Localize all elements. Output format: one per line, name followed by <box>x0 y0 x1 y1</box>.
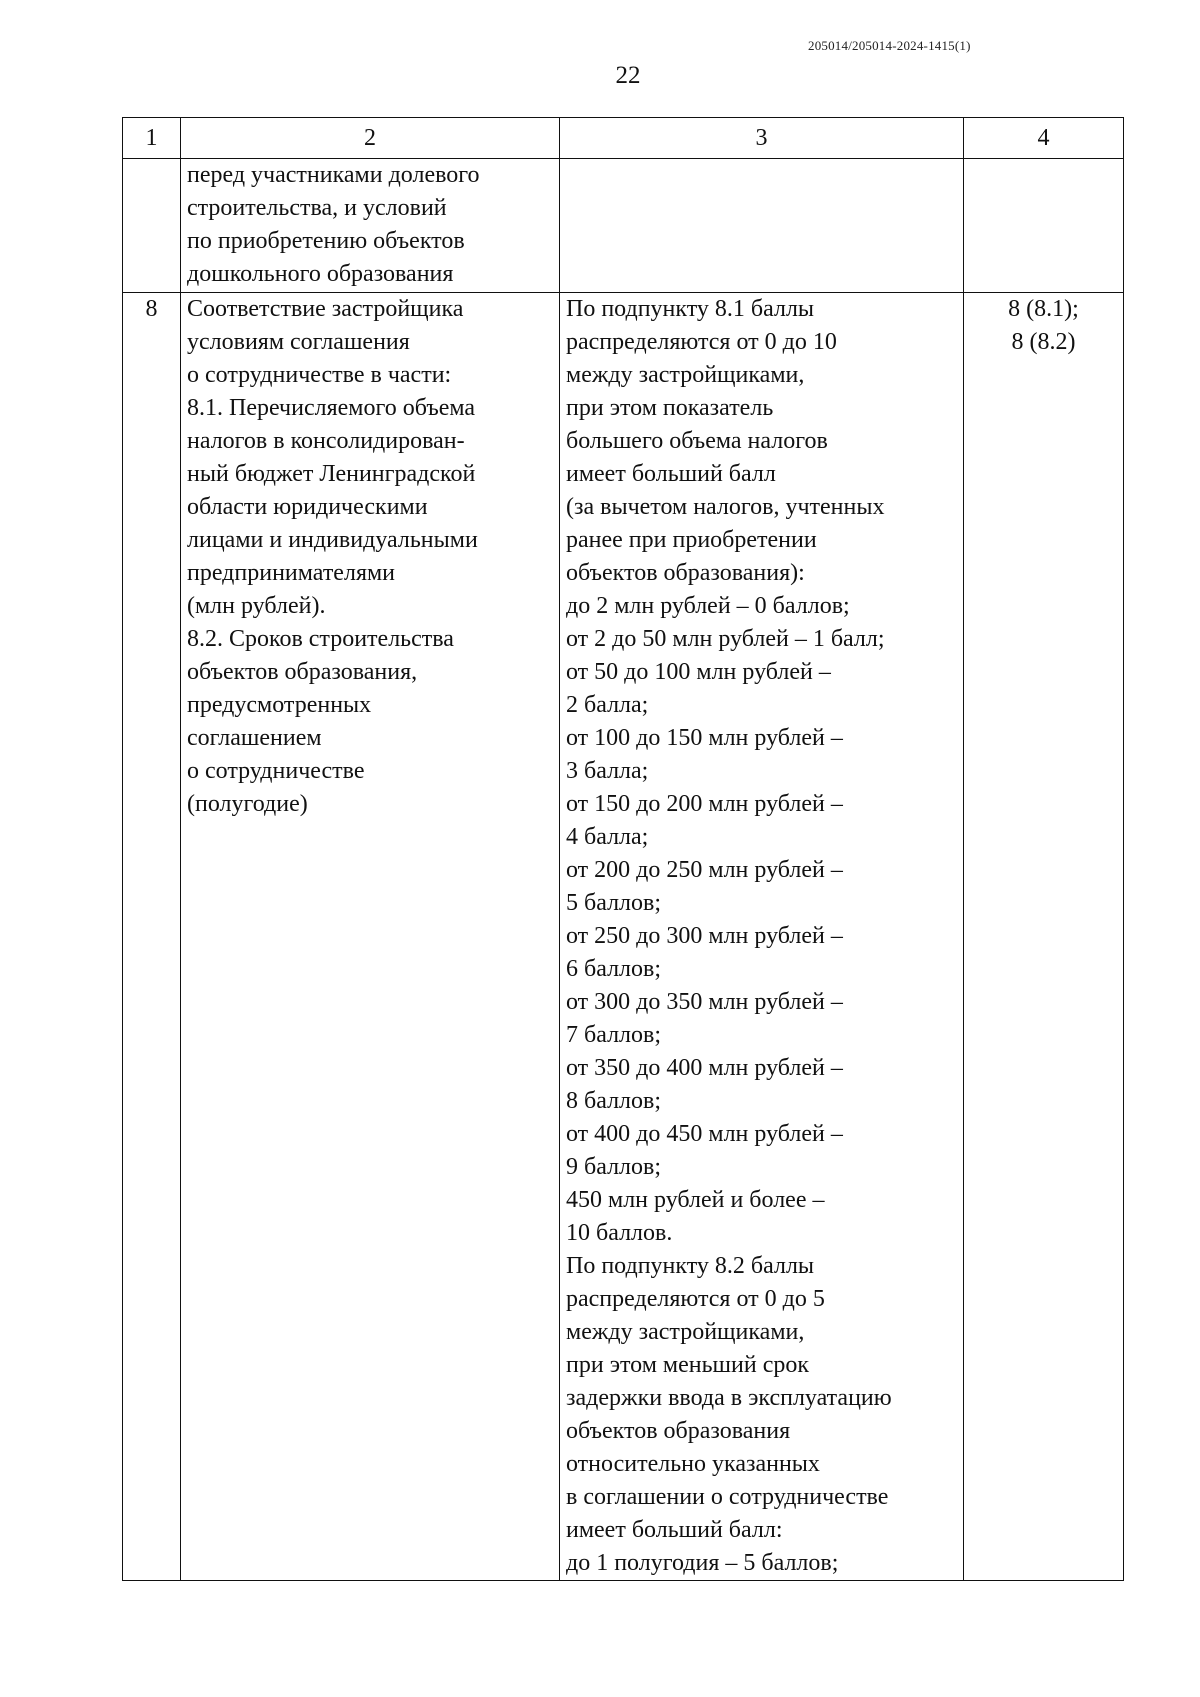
text-line: Соответствие застройщика <box>187 296 464 322</box>
text-line: (полугодие) <box>187 791 308 817</box>
text-line: 9 баллов; <box>566 1154 662 1180</box>
text-line: 5 баллов; <box>566 890 662 916</box>
column-header-4: 4 <box>964 118 1124 159</box>
text-line: между застройщиками, <box>566 362 805 388</box>
text-line: По подпункту 8.1 баллы <box>566 296 815 322</box>
continuation-number-cell <box>123 159 181 293</box>
text-line: от 250 до 300 млн рублей – <box>566 923 843 949</box>
text-line: до 1 полугодия – 5 баллов; <box>566 1550 839 1576</box>
continuation-score-cell <box>964 159 1124 293</box>
text-line: 10 баллов. <box>566 1220 673 1246</box>
table-header-row <box>123 118 1124 159</box>
text-line: налогов в консолидирован- <box>187 428 465 454</box>
text-line: (за вычетом налогов, учтенных <box>566 494 885 520</box>
method-cell <box>560 293 964 1581</box>
column-header-1: 1 <box>123 118 181 159</box>
document-id: 205014/205014-2024-1415(1) <box>808 38 971 53</box>
table-row-continuation <box>123 159 1124 293</box>
text-line: ранее при приобретении <box>566 527 817 553</box>
text-line: области юридическими <box>187 494 428 520</box>
criterion-cell <box>181 293 560 1581</box>
text-line: имеет больший балл: <box>566 1517 783 1543</box>
text-line: между застройщиками, <box>566 1319 805 1345</box>
score-line: 8 (8.2) <box>1011 329 1076 355</box>
criteria-table <box>122 117 1124 1581</box>
text-line: дошкольного образования <box>187 261 454 287</box>
text-line: от 400 до 450 млн рублей – <box>566 1121 843 1147</box>
column-header-3: 3 <box>560 118 964 159</box>
text-line: лицами и индивидуальными <box>187 527 478 553</box>
text-line: имеет больший балл <box>566 461 776 487</box>
text-line: до 2 млн рублей – 0 баллов; <box>566 593 850 619</box>
score-line: 8 (8.1); <box>1008 296 1079 322</box>
page-number: 22 <box>615 62 641 89</box>
text-line: условиям соглашения <box>187 329 410 355</box>
text-line: от 2 до 50 млн рублей – 1 балл; <box>566 626 885 652</box>
text-line: 8.2. Сроков строительства <box>187 626 454 652</box>
text-line: по приобретению объектов <box>187 228 465 254</box>
text-line: 7 баллов; <box>566 1022 662 1048</box>
text-line: относительно указанных <box>566 1451 820 1477</box>
text-line: при этом показатель <box>566 395 774 421</box>
text-line: о сотрудничестве <box>187 758 365 784</box>
text-line: 6 баллов; <box>566 956 662 982</box>
text-line: По подпункту 8.2 баллы <box>566 1253 815 1279</box>
text-line: от 300 до 350 млн рублей – <box>566 989 843 1015</box>
text-line: ный бюджет Ленинградской <box>187 461 476 487</box>
text-line: от 350 до 400 млн рублей – <box>566 1055 843 1081</box>
text-line: перед участниками долевого <box>187 162 480 188</box>
text-line: 450 млн рублей и более – <box>566 1187 825 1213</box>
text-line: о сотрудничестве в части: <box>187 362 452 388</box>
text-line: от 200 до 250 млн рублей – <box>566 857 843 883</box>
text-line: при этом меньший срок <box>566 1352 809 1378</box>
text-line: от 150 до 200 млн рублей – <box>566 791 843 817</box>
text-line: 8 баллов; <box>566 1088 662 1114</box>
text-line: соглашением <box>187 725 322 751</box>
text-line: объектов образования): <box>566 560 805 586</box>
text-line: 3 балла; <box>566 758 649 784</box>
text-line: 8.1. Перечисляемого объема <box>187 395 476 421</box>
text-line: объектов образования, <box>187 659 418 685</box>
text-line: строительства, и условий <box>187 195 447 221</box>
text-line: предусмотренных <box>187 692 372 718</box>
row-number-cell: 8 <box>123 293 181 1581</box>
continuation-criterion-cell <box>181 159 560 293</box>
text-line: в соглашении о сотрудничестве <box>566 1484 889 1510</box>
text-line: предпринимателями <box>187 560 396 586</box>
text-line: распределяются от 0 до 5 <box>566 1286 825 1312</box>
continuation-method-cell <box>560 159 964 293</box>
text-line: от 50 до 100 млн рублей – <box>566 659 831 685</box>
text-line: объектов образования <box>566 1418 791 1444</box>
text-line: от 100 до 150 млн рублей – <box>566 725 843 751</box>
text-line: большего объема налогов <box>566 428 828 454</box>
table-row-8 <box>123 293 1124 1581</box>
column-header-2: 2 <box>181 118 560 159</box>
text-line: распределяются от 0 до 10 <box>566 329 837 355</box>
text-line: задержки ввода в эксплуатацию <box>566 1385 892 1411</box>
score-cell <box>964 293 1124 1581</box>
text-line: (млн рублей). <box>187 593 326 619</box>
text-line: 4 балла; <box>566 824 649 850</box>
text-line: 2 балла; <box>566 692 649 718</box>
